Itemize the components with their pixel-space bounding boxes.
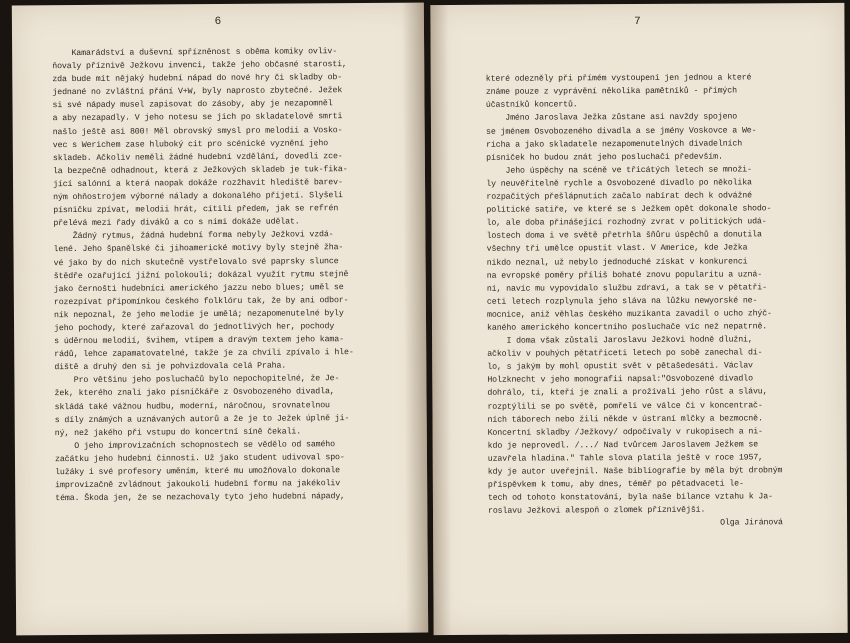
- text-line: zda bude mít nějaký hudební nápad do nové hry či skladby ob-: [52, 73, 343, 85]
- page-number-left: 6: [214, 15, 222, 29]
- text-line: a aby nezapadly. V jeho notesu se jich po skladatelově smrti: [52, 112, 343, 124]
- right-page-text: [486, 45, 783, 531]
- text-line: rozezpívat připomínkou českého folklóru tak, že by ani odbor-: [53, 295, 349, 307]
- text-line: rozpačitých přešlápnutích začalo nabírat dech k odvážné: [486, 191, 752, 202]
- text-line: lostech doma i ve světě přetrhla šňůru úspěchů a donutila: [486, 230, 762, 242]
- text-line: příspěvkem k tomu, aby dnes, téměř po pětadvaceti le-: [487, 479, 744, 490]
- text-line: Jméno Jaroslava Ježka zůstane asi navždy spojeno: [485, 112, 738, 124]
- text-line: diště a druhý den si je pohvizdovala celá Praha.: [54, 361, 287, 373]
- text-line: Žádný rytmus, žádná hudební forma nebyly Ježkovi vzdá-: [53, 230, 334, 242]
- text-line: ní, navíc mu vypovídalo službu zdraví, a tak se v pětatři-: [486, 283, 767, 294]
- text-line: se jménem Osvobozeného divadla a se jmény Voskovce a We-: [485, 125, 757, 137]
- text-line: lo, ale doba přinášející rozhodný zvrat v politických udá-: [486, 217, 767, 229]
- text-line: politické satiře, ve které se s Ježkem opět dokonale shodo-: [486, 204, 772, 215]
- text-line: richa a jako skladatele nezapomenutelných divadelních: [486, 139, 743, 150]
- text-line: které odezněly při přímém vystoupení jen jednou a které: [485, 73, 752, 84]
- text-line: roslavu Ježkovi alespoň o zlomek příznivější.: [487, 505, 706, 517]
- text-line: vec s Werichem zase hluboký cit pro scénické vyznění jeho: [52, 138, 329, 150]
- text-line: účastníků koncertů.: [485, 100, 578, 111]
- text-line: dohrálo, ti, kteří je znali a prožívali jeho růst a slávu,: [487, 387, 768, 399]
- author-signature: Olga Jiránová: [720, 518, 783, 528]
- text-line: ný, než jakého při vstupu do koncertní síně čekali.: [54, 427, 302, 438]
- text-line: našlo ještě asi 800! Měl obrovský smysl pro melodii a Vosko-: [52, 125, 343, 137]
- text-line: lo, s jakým by mohl opustit svět v pětašedesáti. Václav: [487, 361, 753, 373]
- text-line: známe pouze z vyprávění několika pamětníků - přímých: [485, 86, 737, 98]
- text-line: ačkoliv v pouhých pětatřiceti letech po sobě zanechal dí-: [487, 348, 763, 359]
- text-line: s úděrnou melodií, švihem, vtipem a dravým textem jeho kama-: [54, 335, 344, 347]
- page-number-right: 7: [634, 15, 641, 29]
- book-spread: [6, 4, 846, 638]
- text-line: rozptýlili se po světě, pomřeli ve válce či v koncentrač-: [487, 400, 763, 412]
- text-line: písničku zpívat, melodii hrát, cítili předem, jak se refrén: [53, 204, 339, 216]
- text-line: nikdo neznal, už nebylo jednoduché získat v konkurenci: [486, 256, 748, 268]
- text-line: písniček ho budou znát jeho posluchači především.: [486, 152, 723, 163]
- text-line: lené. Jeho španělské či jihoamerické motivy byly stejně žha-: [53, 243, 344, 255]
- text-line: kdy je autor uveřejnil. Naše bibliografie by měla být drobným: [487, 466, 783, 477]
- left-page: [12, 3, 428, 636]
- text-line: ným ohňostrojem výborné nálady a dokonalého přijetí. Slyšeli: [53, 191, 343, 203]
- text-line: jící salónní a která naopak dokáže rozžhavit hlediště barev-: [53, 178, 343, 190]
- text-line: tech od tohoto konstatování, byla naše bilance vztahu k Ja-: [487, 492, 773, 503]
- text-line: ních táborech nebo žili někde v ústraní mlčky a bezmocně.: [487, 413, 763, 425]
- text-line: Kamarádství a duševní spřízněnost s oběma komiky ovliv-: [52, 47, 338, 59]
- text-line: všechny tři umělce opustit vlast. V Americe, kde Ježka: [486, 243, 748, 255]
- text-line: Holzknecht v jeho monografii napsal:"Osvobozené divadlo: [487, 374, 753, 386]
- text-line: Koncertní skladby /Ježkovy/ odpočívaly v rukopisech a ni-: [487, 427, 763, 438]
- text-line: žek, kterého znali jako písničkáře z Osvobozeného divadla,: [54, 387, 335, 399]
- text-line: kdo je neprovedl. /.../ Nad tvůrcem Jaroslavem Ježkem se: [487, 440, 759, 451]
- text-line: ňovaly příznivě Ježkovu invenci, takže jeho občasné starosti,: [52, 60, 347, 72]
- text-line: vé jako by do nich skutečně vystřelovalo své paprsky slunce: [53, 256, 339, 268]
- text-line: uzavřela hladina." Tahle slova platila ještě v roce 1957,: [487, 453, 764, 464]
- text-line: štědře ozařující jižní polokouli; dokázal využít rytmu stejně: [53, 269, 349, 281]
- text-line: začátku jeho hudební činnosti. Už jako student udivoval spo-: [54, 453, 345, 465]
- left-page-text: [52, 45, 355, 505]
- text-line: Jeho úspěchy na scéně ve třicátých letech se množi-: [486, 165, 752, 176]
- text-line: ceti letech rozplynula jeho sláva na lůžku newyorské ne-: [486, 296, 758, 307]
- text-line: skladeb. Ačkoliv neměli žádné hudební vzdělání, dovedli zce-: [52, 151, 343, 163]
- text-line: jeho pochody, které zařazoval do jednotlivých her, pochody: [54, 322, 335, 334]
- text-line: přelévá mezi řady diváků a co s nimi dokáže udělat.: [53, 217, 300, 229]
- text-line: ník nepoznal, že jeho melodie je umělá; nezapomenutelné byly: [53, 309, 344, 321]
- text-line: jako černošti hudebníci amerického jazzu nebo blues; uměl se: [53, 282, 344, 294]
- text-line: s díly známých a uznávaných autorů a že je to Ježek úplně ji-: [54, 413, 350, 425]
- text-line: O jeho improvizačních schopnostech se vědělo od samého: [54, 440, 336, 451]
- text-line: rádů, lehce zapamatovatelné, takže je za chvíli zpívalo i hle-: [54, 348, 354, 360]
- text-line: na evropské poměry příliš bohaté znovu popularitu a uzná-: [486, 269, 763, 281]
- text-line: téma. Škoda jen, že se nezachovaly tyto jeho hudební nápady,: [55, 492, 346, 504]
- text-line: la bezpečně odhadnout, která z Ježkových skladeb je tuk-fika-: [52, 164, 348, 177]
- text-line: lužáky i své profesory uměním, které mu umožňovalo dokonale: [55, 466, 341, 478]
- text-line: Pro většinu jeho posluchačů bylo nepochopitelné, že Je-: [54, 374, 340, 386]
- text-line: kaného amerického koncertního posluchače víc než nepatrně.: [487, 322, 768, 333]
- text-line: improvizačně zvládnout jakoukoli hudební formu na jakékoliv: [55, 479, 341, 491]
- text-line: skládá také vážnou hudbu, moderní, náročnou, srovnatelnou: [54, 400, 330, 412]
- right-page: [430, 3, 847, 635]
- text-line: si své nápady musel zapisovat do zásoby, aby je nezapomněl: [52, 99, 333, 111]
- text-line: jednané no zvláštní přání V+W, byly naprosto zbytečné. Ježek: [52, 86, 343, 98]
- text-line: mocnice, aniž věhlas českého muzikanta zavadil o ucho zhýč-: [486, 309, 772, 320]
- text-line: I doma však zůstali Jaroslavu Ježkovi hodně dlužni,: [487, 335, 753, 346]
- text-line: ly neuvěřitelně rychle a Osvobozené divadlo po několika: [486, 178, 752, 189]
